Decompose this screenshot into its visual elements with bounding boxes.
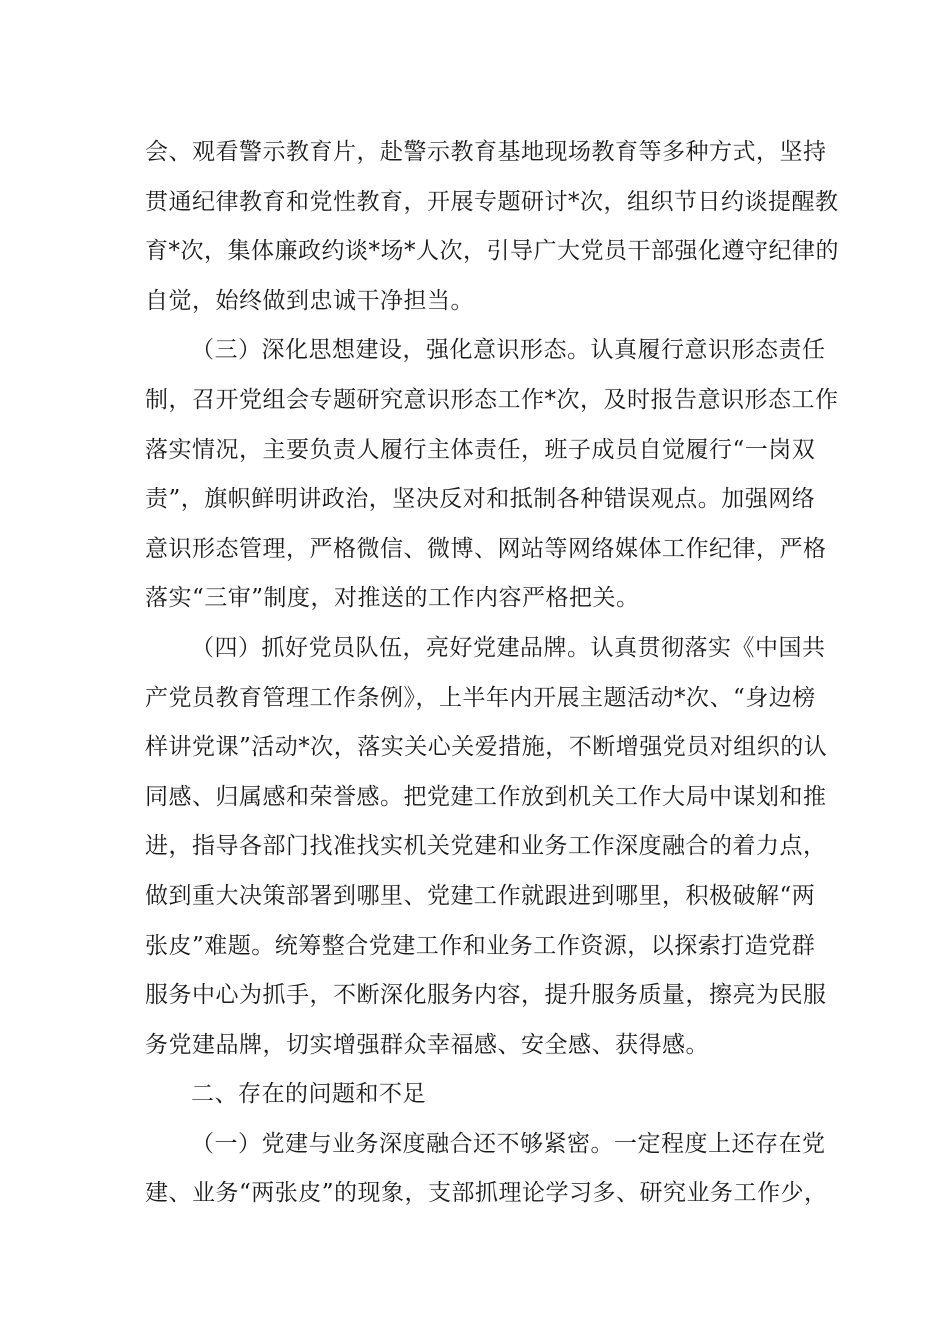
text-line: 务党建品牌，切实增强群众幸福感、安全感、获得感。 xyxy=(145,1031,709,1058)
text-line: 落实“三审”制度，对推送的工作内容严格把关。 xyxy=(145,585,640,612)
text-line: 会、观看警示教育片，赴警示教育基地现场教育等多种方式，坚持 xyxy=(145,139,827,165)
text-line: 产党员教育管理工作条例》，上半年内开展主题活动*次、“身边榜 xyxy=(145,684,816,711)
chapter-heading-line: 二、存在的问题和不足 xyxy=(191,1081,426,1108)
document-body xyxy=(145,128,839,1219)
text-line: 样讲党课”活动*次，落实关心关爱措施，不断增强党员对组织的认 xyxy=(145,734,828,761)
text-line: 责”，旗帜鲜明讲政治，坚决反对和抵制各种错误观点。加强网络 xyxy=(145,486,816,513)
text-line: 张皮”难题。统筹整合党建工作和业务工作资源，以探索打造党群 xyxy=(145,932,816,959)
text-line: 贯通纪律教育和党性教育，开展专题研讨*次，组织节日约谈提醒教 xyxy=(145,188,839,215)
section-heading-line: （一）党建与业务深度融合还不够紧密。一定程度上还存在党 xyxy=(191,1130,826,1157)
text-line: 自觉，始终做到忠诚干净担当。 xyxy=(145,287,474,314)
text-line: 同感、归属感和荣誉感。把党建工作放到机关工作大局中谋划和推 xyxy=(145,783,827,810)
section-heading-line: （三）深化思想建设，强化意识形态。认真履行意识形态责任 xyxy=(191,337,826,364)
text-line: 意识形态管理，严格微信、微博、网站等网络媒体工作纪律，严格 xyxy=(145,535,827,562)
text-line: 落实情况，主要负责人履行主体责任，班子成员自觉履行“一岗双 xyxy=(145,436,816,463)
section-heading-line: （四）抓好党员队伍，亮好党建品牌。认真贯彻落实《中国共 xyxy=(191,634,826,661)
text-line: 进，指导各部门找准找实机关党建和业务工作深度融合的着力点， xyxy=(145,833,827,860)
text-line: 育*次，集体廉政约谈*场*人次，引导广大党员干部强化遵守纪律的 xyxy=(145,238,839,265)
text-line: 制，召开党组会专题研究意识形态工作*次，及时报告意识形态工作 xyxy=(145,386,839,413)
text-line: 做到重大决策部署到哪里、党建工作就跟进到哪里，积极破解“两 xyxy=(145,882,816,909)
text-line: 建、业务“两张皮”的现象，支部抓理论学习多、研究业务工作少， xyxy=(145,1180,828,1207)
text-line: 服务中心为抓手，不断深化服务内容，提升服务质量，擦亮为民服 xyxy=(145,982,827,1009)
